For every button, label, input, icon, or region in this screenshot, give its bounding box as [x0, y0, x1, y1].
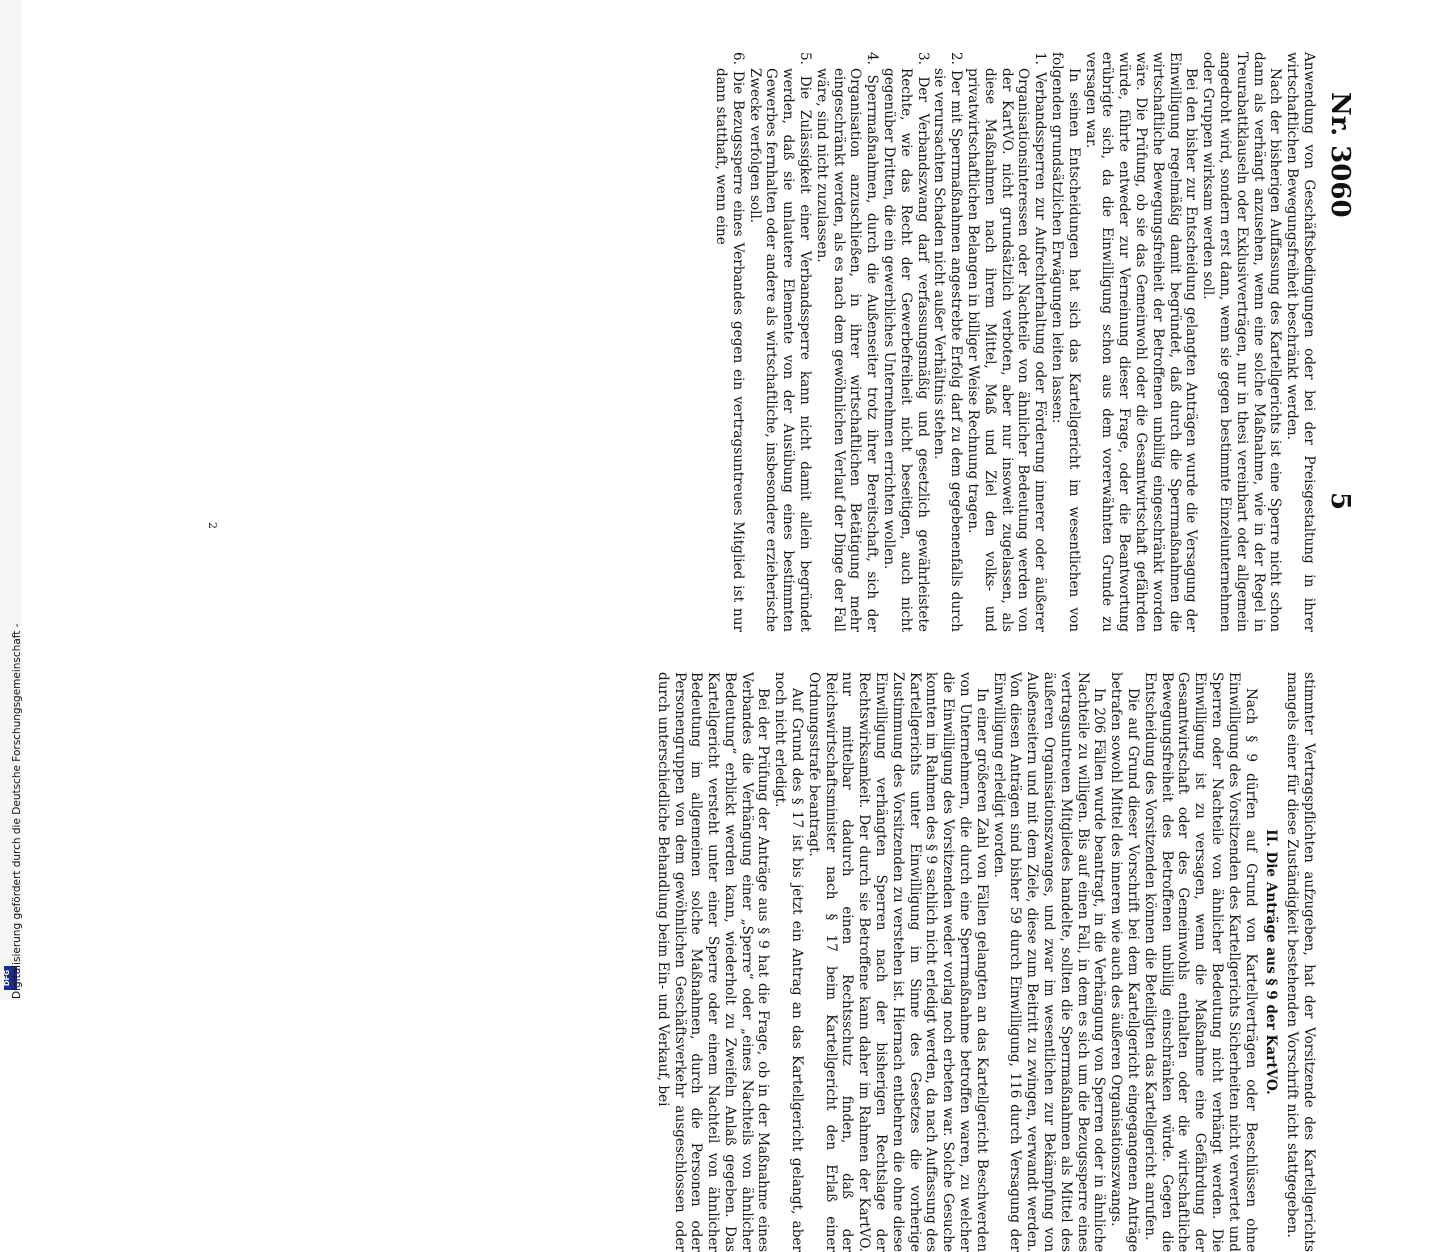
paragraph: In 206 Fällen wurde beantragt, in die Verhängung von Sperren oder in ähnliche Nachteile zu willigen. Bis auf einen Fall, in dem es sich um die Bezugssperre eines vertragsuntreuen Mitgliedes handelte, sollten die Sperrmaßnahmen als Mittel des äußeren Organisationszwanges, und zwar im wesentlichen zur Bekämpfung von Außenseitern und mit dem Ziele, diese zum Beitritt zu zwingen, verwandt werden. Von diesen Anträgen sind bisher 59 durch Einwilligung, 116 durch Versagung der Einwilligung erledigt worden.: [990, 672, 1108, 1252]
paragraph: Bei der Prüfung der Anträge aus § 9 hat die Frage, ob in der Maßnahme eines Verbandes die Verhängung einer „Sperre“ oder „eines Nachteils von ähnlicher Bedeutung“ erblickt werden kann, wiederholt zu Zweifeln Anlaß gegeben. Das Kartellgericht versteht unter einer Sperre oder einem Nachteil von ähnlicher Bedeutung im allgemeinen solche Maßnahmen, durch die Personen oder Personengruppen von dem gewöhnlichen Geschäftsverkehr ausgeschlossen oder durch unterschiedliche Behandlung beim Ein- und Verkauf, bei: [654, 672, 772, 1252]
paragraph: Nach § 9 dürfen auf Grund von Kartellverträgen oder Beschlüssen ohne Einwilligung des Vorsitzenden des Kartellgerichts Sicherheiten nicht verwertet und Sperren oder Nachteile von ähnlicher Bedeutung nicht verhängt werden. Die Einwilligung ist zu versagen, wenn die Maßnahme eine Gefährdung der Gesamtwirtschaft oder des Gemeinwohls enthalten oder die wirtschaftliche Bewegungsfreiheit des Betroffenen unbillig einschränken würde. Gegen die Entscheidung des Vorsitzenden können die Beteiligten das Kartellgericht anrufen.: [1141, 672, 1259, 1252]
text-column-right: [712, 52, 1317, 632]
numbered-item: 4. Sperrmaßnahmen, durch die Außenseiter trotz ihrer Bereitschaft, sich der Organisation anzuschließen, in ihrer wirtschaftlichen Betätigung mehr eingeschränkt werden, als es nach dem gewöhnlichen Verlauf der Dinge der Fall wäre, sind nicht zuzulassen.: [813, 52, 881, 632]
digitization-credit-strip: [0, 0, 22, 1000]
numbered-item: 3. Der Verbandszwang darf verfassungsmäßig und gesetzlich gewährleistete Rechte, wie das Recht der Gewerbefreiheit nicht beseitigen, auch nicht gegenüber Dritten, die ein gewerbliches Unternehmen errichten wollen.: [881, 52, 931, 632]
section-heading: II. Die Anträge aus § 9 der KartVO.: [1263, 829, 1280, 1095]
paragraph: Bei den bisher zur Entscheidung gelangten Anträgen wurde die Versagung der Einwilligung regelmäßig damit begründet, daß durch die Sperrmaßnahmen die wirtschaftliche Bewegungsfreiheit der Betroffenen unbillig eingeschränkt worden wäre. Die Prüfung, ob sie das Gemeinwohl oder die Gesamtwirtschaft gefährden würde, führte entweder zur Verneinung dieser Frage, oder die Beantwortung erübrigte sich, da die Einwilligung schon aus dem vorerwähnten Grunde zu versagen war.: [1082, 52, 1200, 632]
numbered-item: 2. Der mit Sperrmaßnahmen angestrebte Erfolg darf zu dem gegebenenfalls durch sie verursachten Schaden nicht außer Verhältnis stehen.: [931, 52, 965, 632]
numbered-item: 5. Die Zulässigkeit einer Verbandssperre kann nicht damit allein begründet werden, daß sie unlautere Elemente von der Ausübung eines bestimmten Gewerbes fernhalten oder andere als wirtschaftliche, insbesondere erzieherische Zwecke verfolgen soll.: [746, 52, 814, 632]
paragraph: In einer größeren Zahl von Fällen gelangten an das Kartellgericht Beschwerden von Unternehmern, die durch eine Sperrmaßnahme betroffen waren, zu welcher die Einwilligung des Vorsitzenden weder vorlag noch erbeten war. Solche Gesuche konnten im Rahmen des § 9 sachlich nicht erledigt werden, da nach Auffassung des Kartellgerichts unter Einwilligung im Sinne des Gesetzes die vorherige Zustimmung des Vorsitzenden zu verstehen ist. Hiernach entbehren die ohne diese Einwilligung verhängten Sperren nach der bisherigen Rechtslage der Rechtswirksamkeit. Der durch sie Betroffene kann daher im Rahmen der KartVO. nur mittelbar dadurch einen Rechtsschutz finden, daß der Reichswirtschaftsminister nach § 17 beim Kartellgericht den Erlaß einer Ordnungsstrafe beantragt.: [805, 672, 990, 1252]
paragraph: Anwendung von Geschäftsbedingungen oder bei der Preisgestaltung in ihrer wirtschaftlichen Bewegungsfreiheit beschränkt werden.: [1284, 52, 1317, 632]
paragraph: Nach der bisherigen Auffassung des Kartellgerichts ist eine Sperre nicht schon dann als verhängt anzusehen, wenn eine solche Maßnahme, wie in der Regel in Treurabattklauseln oder Exklusivverträgen, nur in thesi vereinbart oder allgemein angedroht wird, sondern erst dann, wenn sie gegen bestimmte Einzelunternehmen oder Gruppen wirksam werden soll.: [1200, 52, 1284, 632]
numbered-item: 1. Verbandssperren zur Aufrechterhaltung oder Förderung innerer oder äußerer Organisationsinteressen oder Nachteile von ähnlicher Bedeutung werden von der KartVO. nicht grundsätzlich verboten, aber nur insoweit zugelassen, als diese Maßnahmen nach ihrem Mittel, Maß und Ziel den volks- und privatwirtschaftlichen Belangen in billiger Weise Rechnung tragen.: [965, 52, 1049, 632]
printer-signature: 2: [206, 522, 219, 529]
dfg-logo: DFG: [4, 966, 17, 990]
document-number: Nr. 3060: [1325, 92, 1355, 218]
paragraph: In seinen Entscheidungen hat sich das Kartellgericht im wesentlichen von folgenden grundsätzlichen Erwägungen leiten lassen:: [1049, 52, 1082, 632]
scanned-page: [135, 52, 1355, 1252]
page-folio: 5: [1325, 492, 1355, 511]
text-column-left: [654, 672, 1317, 1252]
paragraph: stimmter Vertragspflichten aufzugeben, hat der Vorsitzende des Kartellgerichts mangels einer für diese Zuständigkeit bestehenden Vorschrift nicht stattgegeben.: [1284, 672, 1317, 1252]
numbered-item: 6. Die Bezugssperre eines Verbandes gegen ein vertragsuntreues Mitglied ist nur dann statthaft, wenn eine: [713, 52, 746, 632]
paragraph: Die auf Grund dieser Vorschrift bei dem Kartellgericht eingegangenen Anträge betrafen sowohl Mittel des inneren wie auch des äußeren Organisationszwangs.: [1108, 672, 1142, 1252]
digitization-credit-text: Digitalisierung gefördert durch die Deutsche Forschungsgemeinschaft -: [11, 623, 23, 999]
paragraph: Auf Grund des § 17 ist bis jetzt ein Antrag an das Kartellgericht gelangt, aber noch nicht erledigt.: [772, 672, 806, 1252]
